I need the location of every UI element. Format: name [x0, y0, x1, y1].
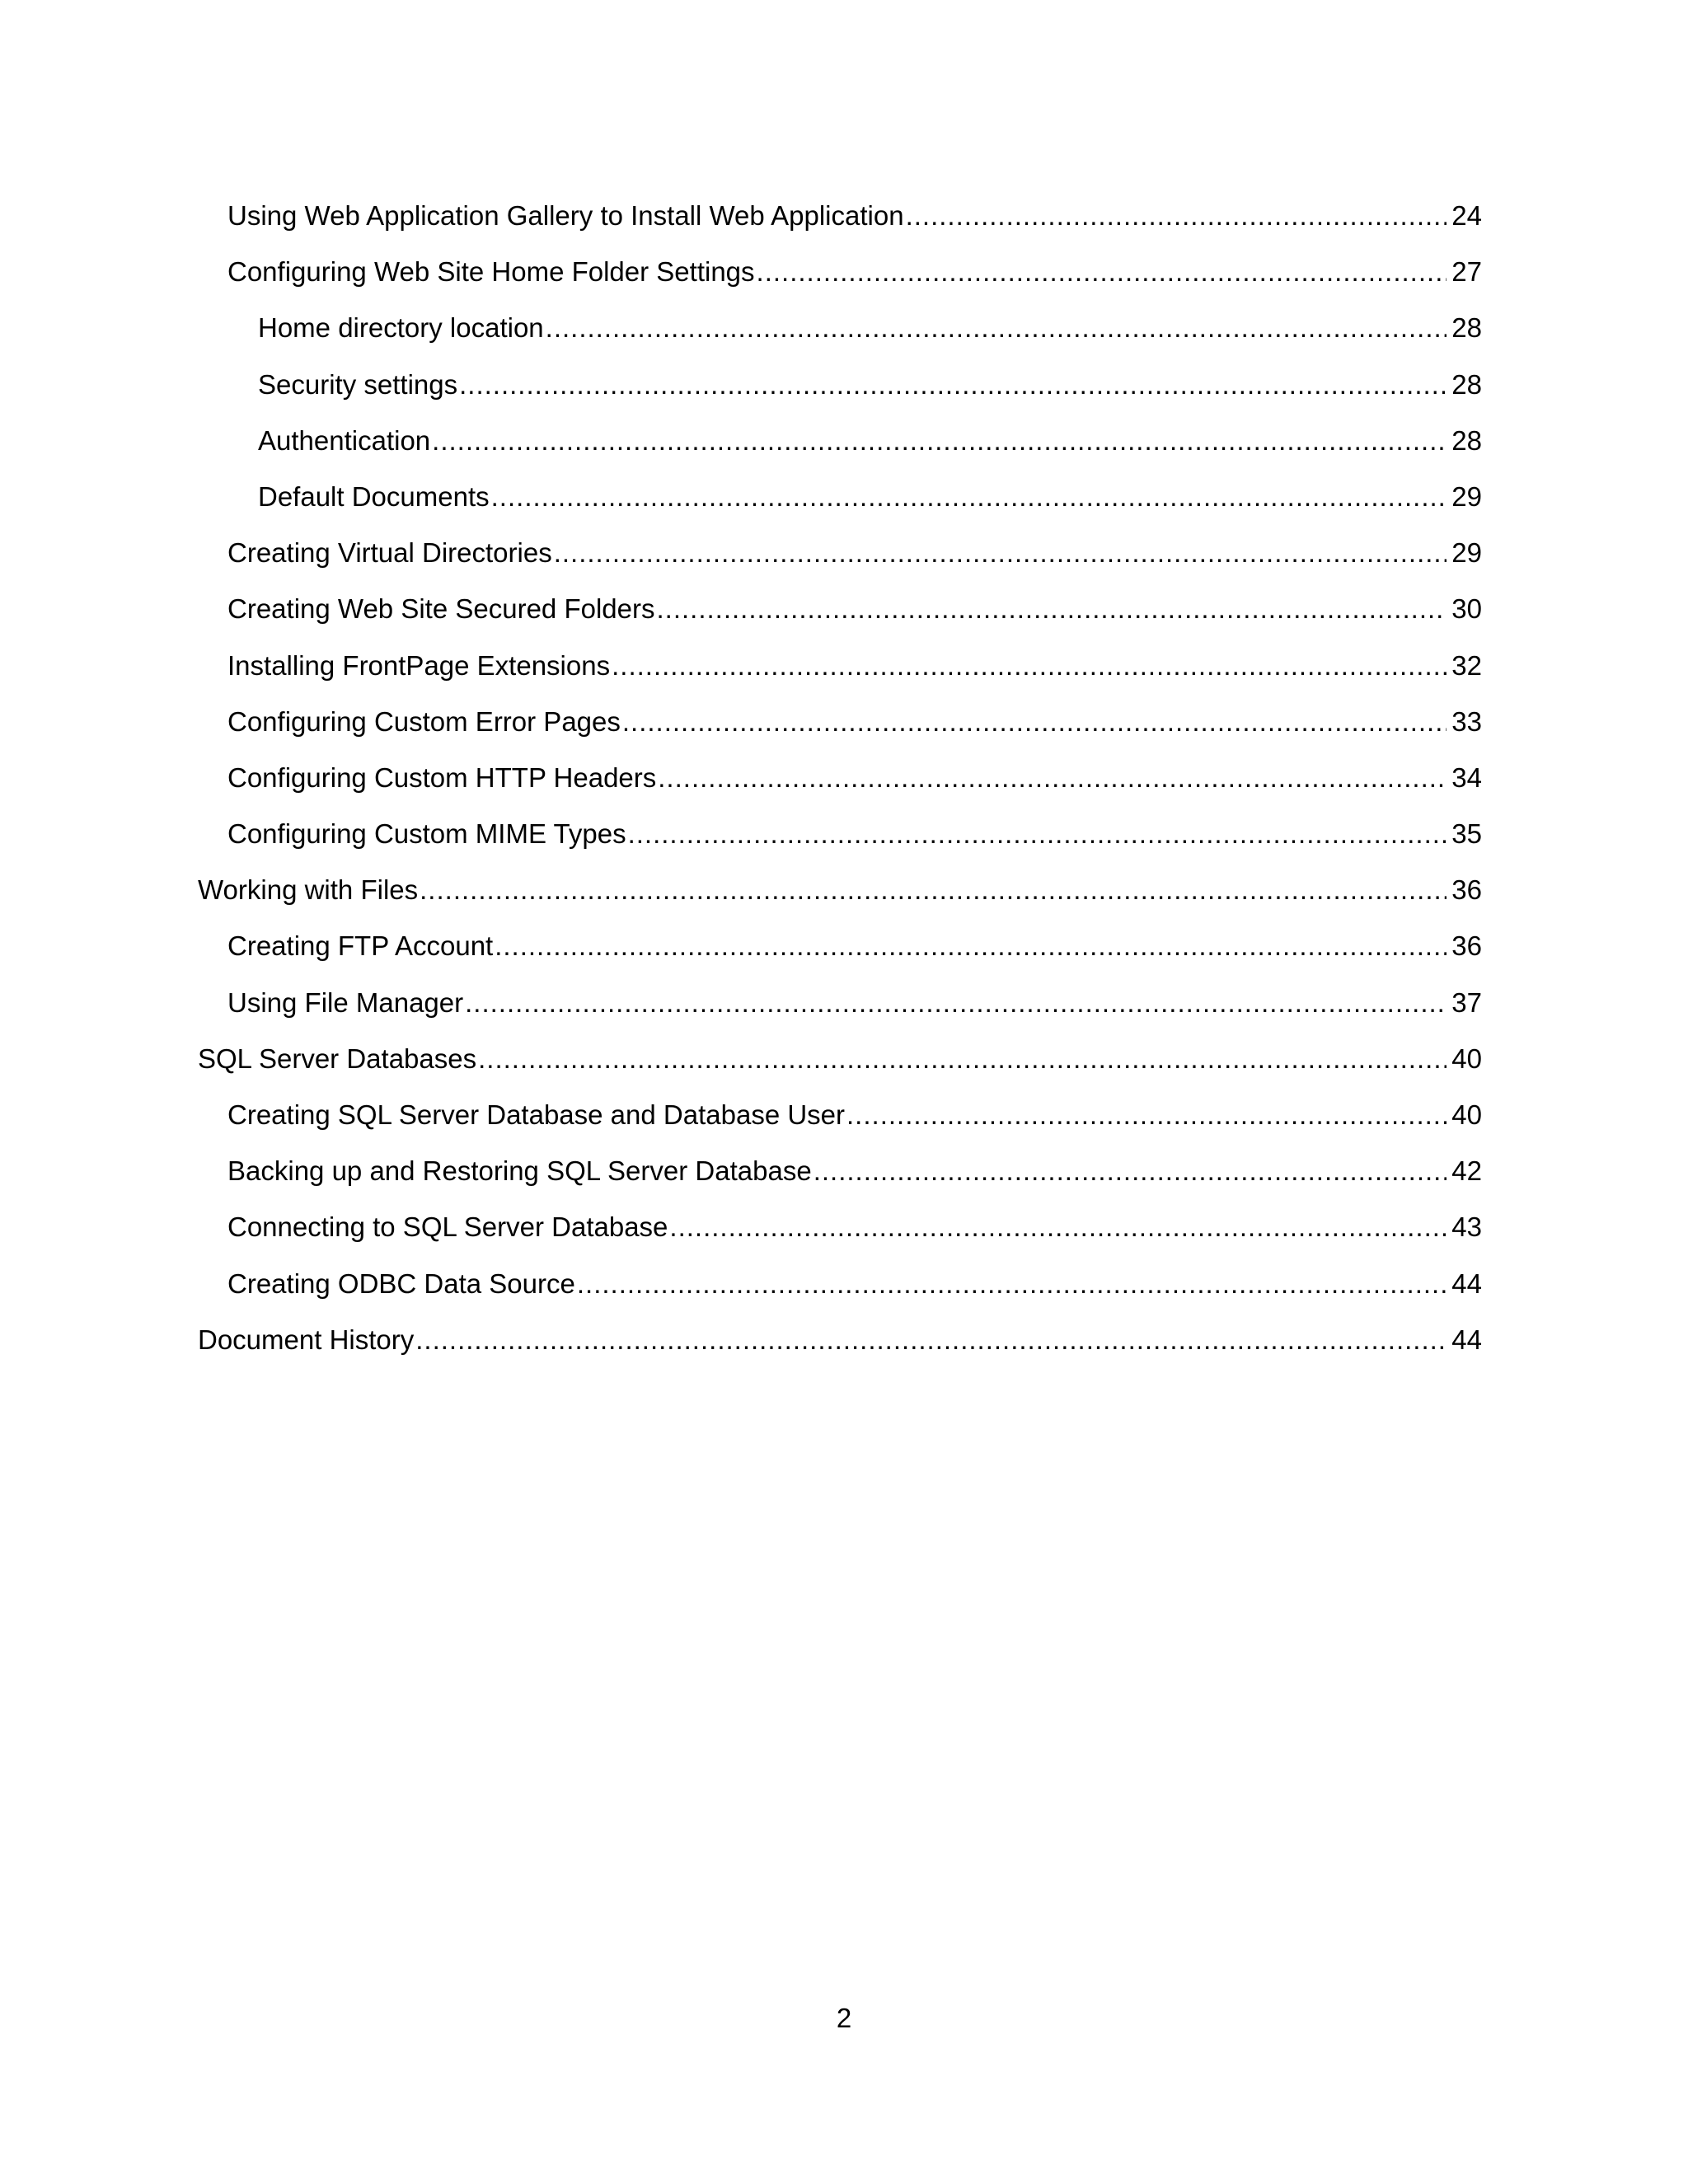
page-number: 2 — [836, 2003, 852, 2033]
toc-dot-leader — [459, 360, 1447, 410]
toc-entry[interactable] — [198, 753, 1482, 809]
toc-entry[interactable] — [198, 1146, 1482, 1202]
toc-entry[interactable] — [198, 303, 1482, 359]
toc-dot-leader — [577, 1259, 1447, 1309]
toc-dot-leader — [846, 1090, 1447, 1140]
toc-dot-leader — [491, 472, 1447, 522]
toc-entry-title: Security settings — [258, 368, 458, 400]
toc-dot-leader — [906, 191, 1447, 241]
toc-entry[interactable] — [198, 416, 1482, 472]
toc-dot-leader — [628, 809, 1447, 859]
toc-entry-title: Configuring Custom MIME Types — [227, 818, 626, 850]
table-of-contents — [198, 191, 1482, 1371]
toc-dot-leader — [658, 753, 1447, 803]
toc-entry[interactable] — [198, 1202, 1482, 1258]
toc-entry-page: 43 — [1451, 1212, 1482, 1243]
toc-entry[interactable] — [198, 584, 1482, 640]
toc-entry-title: Backing up and Restoring SQL Server Database — [227, 1155, 812, 1187]
toc-entry-title: Document History — [198, 1324, 415, 1355]
toc-entry-page: 27 — [1451, 256, 1482, 288]
toc-entry-title: Creating FTP Account — [227, 930, 494, 962]
toc-entry[interactable] — [198, 697, 1482, 753]
toc-entry-page: 44 — [1451, 1324, 1482, 1355]
toc-entry-page: 30 — [1451, 593, 1482, 625]
toc-dot-leader — [757, 247, 1447, 297]
toc-entry-title: Home directory location — [258, 312, 544, 344]
toc-entry-page: 32 — [1451, 649, 1482, 681]
toc-entry[interactable] — [198, 1259, 1482, 1315]
toc-entry[interactable] — [198, 247, 1482, 303]
toc-entry-title: Configuring Web Site Home Folder Settings — [227, 256, 755, 288]
toc-entry-page: 36 — [1451, 930, 1482, 962]
toc-entry[interactable] — [198, 809, 1482, 865]
toc-entry-title: Configuring Custom HTTP Headers — [227, 762, 657, 793]
toc-entry-page: 37 — [1451, 987, 1482, 1018]
toc-dot-leader — [814, 1146, 1447, 1196]
toc-entry-title: Authentication — [258, 424, 431, 456]
toc-entry[interactable] — [198, 641, 1482, 697]
toc-entry[interactable] — [198, 1090, 1482, 1146]
toc-entry-page: 29 — [1451, 480, 1482, 512]
toc-dot-leader — [622, 697, 1447, 747]
toc-entry-page: 34 — [1451, 762, 1482, 793]
toc-entry-title: Creating ODBC Data Source — [227, 1268, 575, 1299]
toc-dot-leader — [612, 641, 1447, 691]
toc-dot-leader — [669, 1202, 1447, 1252]
toc-entry-page: 35 — [1451, 818, 1482, 850]
toc-entry-page: 33 — [1451, 705, 1482, 737]
toc-entry-title: Installing FrontPage Extensions — [227, 649, 611, 681]
toc-entry-title: Creating SQL Server Database and Database User — [227, 1099, 846, 1130]
toc-entry-page: 40 — [1451, 1099, 1482, 1130]
toc-entry-page: 40 — [1451, 1043, 1482, 1074]
toc-dot-leader — [495, 921, 1447, 971]
toc-dot-leader — [656, 584, 1447, 634]
toc-entry-title: Working with Files — [198, 874, 419, 906]
toc-entry-page: 28 — [1451, 424, 1482, 456]
toc-entry[interactable] — [198, 921, 1482, 977]
toc-entry-page: 36 — [1451, 874, 1482, 906]
toc-entry[interactable] — [198, 472, 1482, 528]
toc-dot-leader — [465, 978, 1447, 1028]
toc-entry[interactable] — [198, 1315, 1482, 1371]
toc-entry-title: Configuring Custom Error Pages — [227, 705, 621, 737]
toc-entry[interactable] — [198, 1034, 1482, 1090]
toc-entry-title: Using Web Application Gallery to Install Web Application — [227, 200, 904, 231]
toc-entry-page: 28 — [1451, 368, 1482, 400]
toc-dot-leader — [478, 1034, 1447, 1084]
toc-entry[interactable] — [198, 528, 1482, 584]
toc-entry-page: 28 — [1451, 312, 1482, 344]
toc-entry-page: 42 — [1451, 1155, 1482, 1187]
toc-entry[interactable] — [198, 191, 1482, 247]
toc-entry-page: 24 — [1451, 200, 1482, 231]
toc-entry-title: SQL Server Databases — [198, 1043, 477, 1074]
toc-entry-title: Creating Web Site Secured Folders — [227, 593, 655, 625]
toc-dot-leader — [415, 1315, 1447, 1365]
toc-entry-page: 44 — [1451, 1268, 1482, 1299]
toc-dot-leader — [432, 416, 1447, 466]
toc-dot-leader — [420, 865, 1447, 915]
toc-entry-page: 29 — [1451, 537, 1482, 569]
toc-entry[interactable] — [198, 865, 1482, 921]
toc-dot-leader — [554, 528, 1447, 578]
toc-dot-leader — [546, 303, 1447, 353]
toc-entry-title: Using File Manager — [227, 987, 464, 1018]
toc-entry[interactable] — [198, 360, 1482, 416]
toc-entry[interactable] — [198, 978, 1482, 1034]
toc-entry-title: Creating Virtual Directories — [227, 537, 552, 569]
toc-entry-title: Connecting to SQL Server Database — [227, 1212, 668, 1243]
toc-entry-title: Default Documents — [258, 480, 490, 512]
